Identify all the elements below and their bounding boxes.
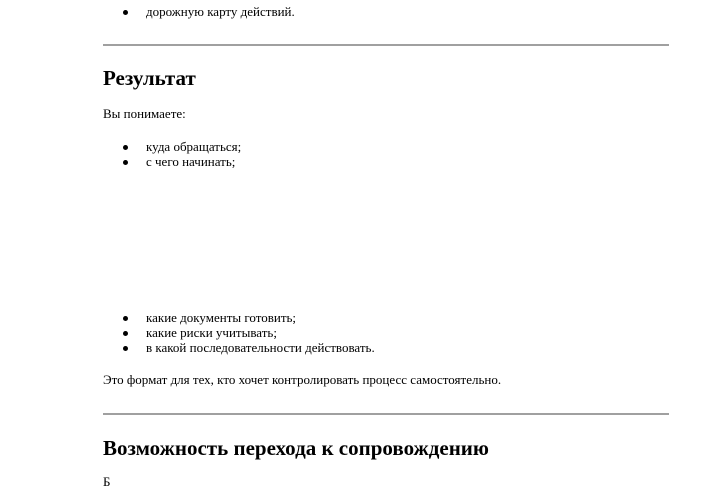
list-item-text: куда обращаться;	[146, 139, 242, 154]
result-intro: Вы понимаете:	[103, 106, 186, 121]
list-item-text: дорожную карту действий.	[146, 4, 295, 19]
section-divider	[103, 44, 669, 46]
list-item-text: в какой последовательности действовать.	[146, 340, 375, 355]
section-divider	[103, 413, 669, 415]
result-closing: Это формат для тех, кто хочет контролировать процесс самостоятельно.	[103, 372, 502, 387]
list-item-text: какие риски учитывать;	[146, 325, 277, 340]
section-heading-transition: Возможность перехода к сопровождению	[103, 436, 489, 460]
section-heading-result: Результат	[103, 66, 196, 90]
transition-intro-clipped: Б	[103, 474, 111, 489]
list-item-text: какие документы готовить;	[146, 310, 297, 325]
list-item-text: с чего начинать;	[146, 154, 236, 169]
